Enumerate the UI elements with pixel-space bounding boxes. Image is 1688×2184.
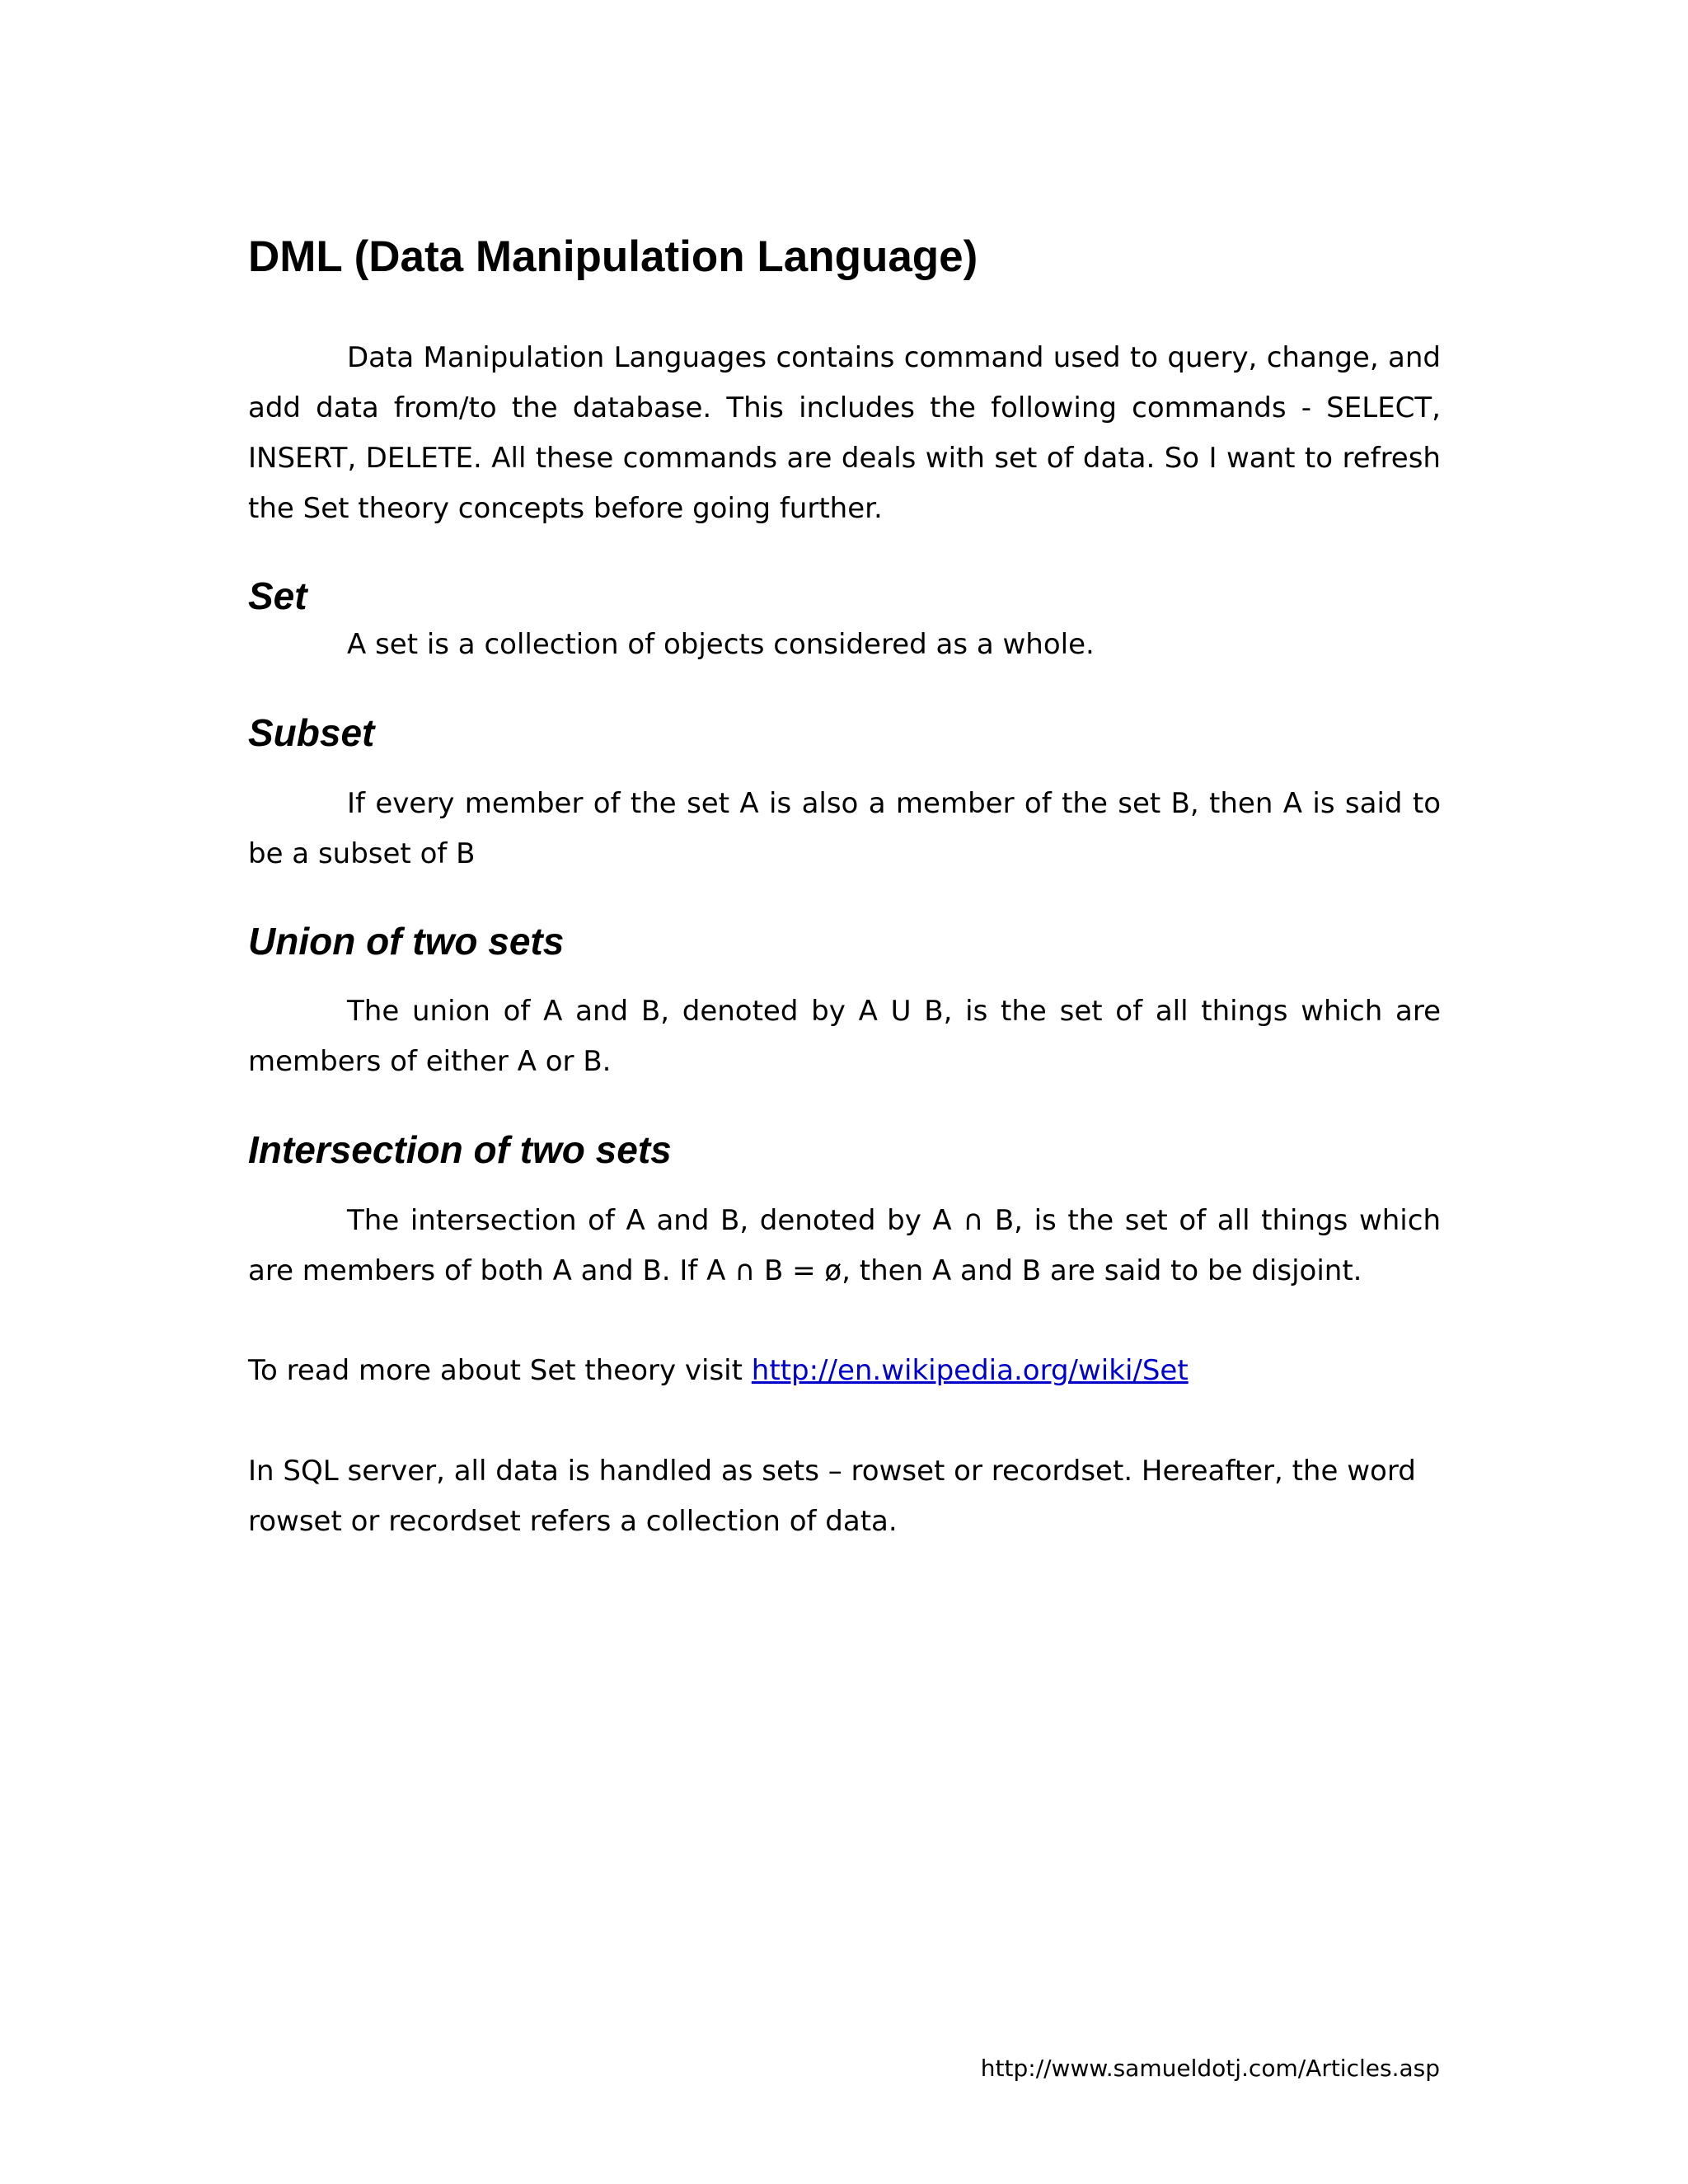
section-heading-subset: Subset: [248, 711, 375, 754]
wikipedia-set-link[interactable]: http://en.wikipedia.org/wiki/Set: [751, 1354, 1189, 1387]
read-more-paragraph: [248, 1346, 1441, 1396]
read-more-text: To read more about Set theory visit: [248, 1354, 752, 1387]
intro-paragraph: Data Manipulation Languages contains command used to query, change, and add data from/to the database. This includes the following commands - SELECT, INSERT, DELETE. All these commands are deals with set of data. So I want to refresh the Set theory concepts before going further.: [248, 341, 1441, 525]
section-body-subset: If every member of the set A is also a member of the set B, then A is said to be a subset of B: [248, 787, 1441, 870]
section-body-set: A set is a collection of objects considered as a whole.: [347, 628, 1095, 661]
section-body-intersection: The intersection of A and B, denoted by A ∩ B, is the set of all things which are members of both A and B. If A ∩ B = ø, then A and B are said to be disjoint.: [248, 1204, 1441, 1287]
section-heading-set: Set: [248, 574, 307, 617]
section-heading-union: Union of two sets: [248, 920, 565, 963]
closing-paragraph: In SQL server, all data is handled as sets – rowset or recordset. Hereafter, the word rowset or recordset refers a collection of data.: [248, 1455, 1416, 1538]
footer-url: http://www.samueldotj.com/Articles.asp: [980, 2055, 1440, 2082]
page-title: DML (Data Manipulation Language): [248, 232, 978, 281]
section-heading-intersection: Intersection of two sets: [248, 1128, 672, 1171]
section-body-union: The union of A and B, denoted by A U B, is the set of all things which are members of either A or B.: [248, 995, 1441, 1078]
